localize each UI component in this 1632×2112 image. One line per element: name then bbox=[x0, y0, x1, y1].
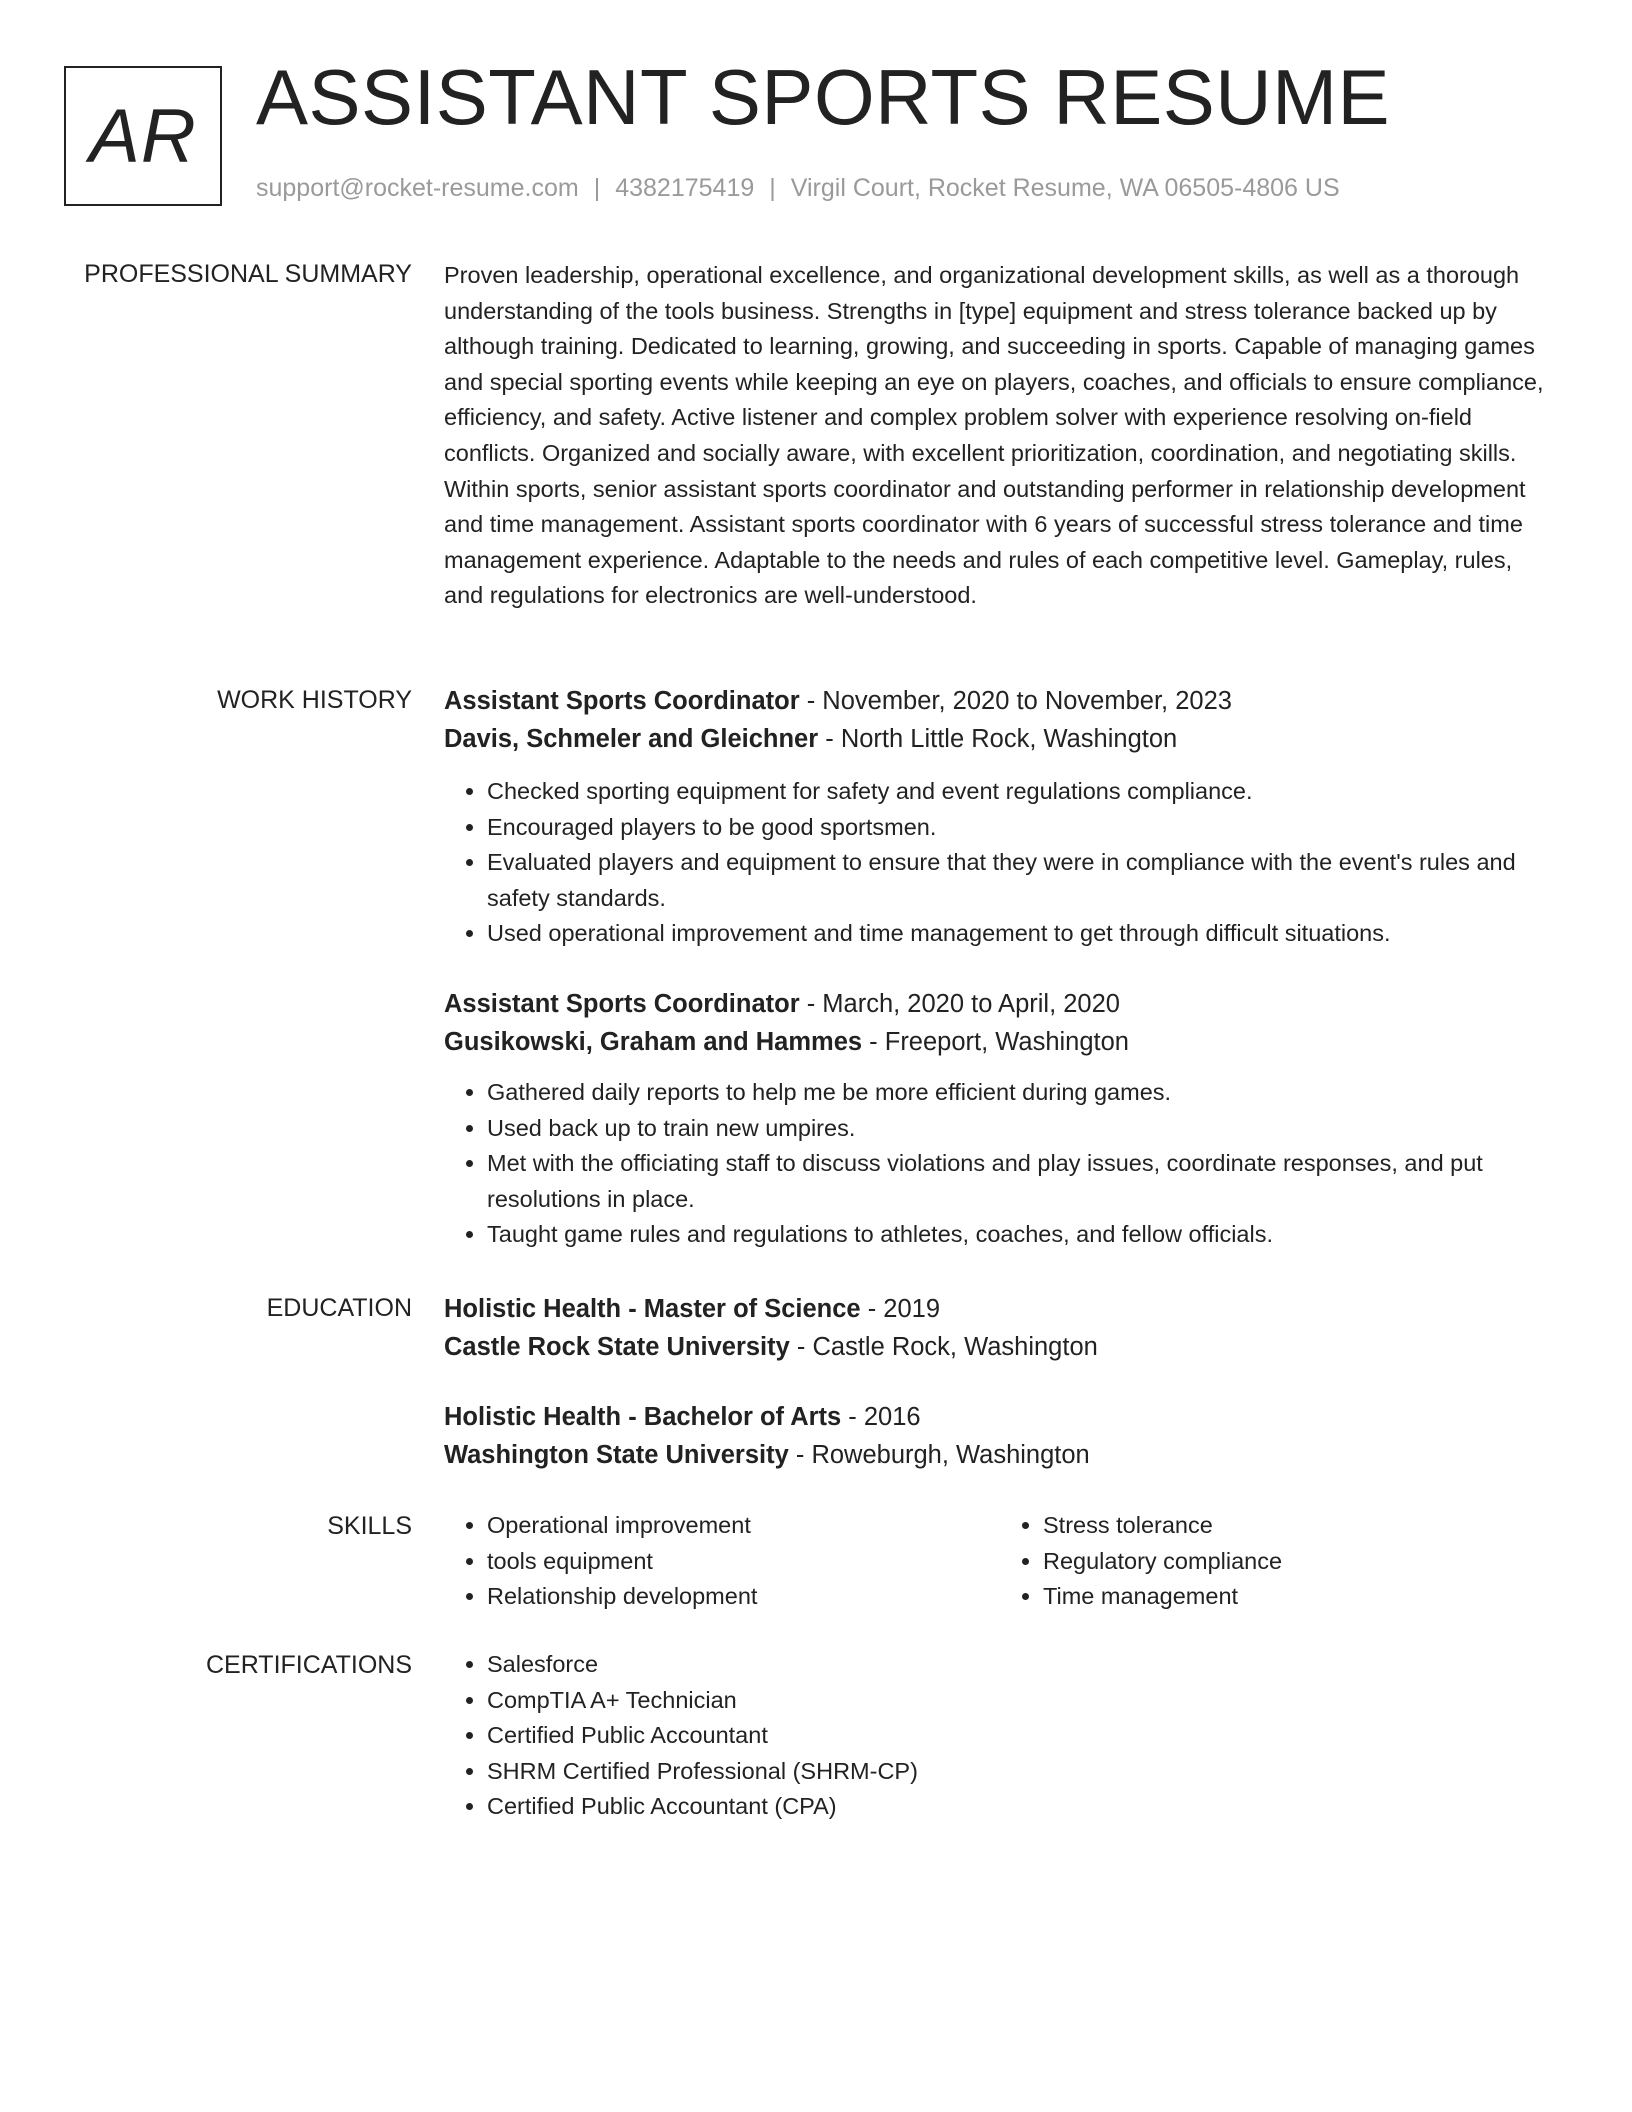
skill-item: • Time management bbox=[1043, 1579, 1556, 1615]
certification-item: • Certified Public Accountant (CPA) bbox=[487, 1789, 1556, 1825]
monogram-box bbox=[64, 66, 222, 206]
section-label-work-history: WORK HISTORY bbox=[217, 686, 412, 714]
job-bullet: • Met with the officiating staff to discuss violations and play issues, coordinate responses, and put resolutions in place. bbox=[487, 1146, 1556, 1217]
education-degree-line bbox=[444, 1290, 1556, 1328]
contact-email[interactable]: support@rocket-resume.com bbox=[256, 174, 579, 202]
section-label-certifications: CERTIFICATIONS bbox=[205, 1651, 412, 1679]
job-location: - North Little Rock, Washington bbox=[818, 725, 1178, 753]
skill-item: • Operational improvement bbox=[487, 1508, 1000, 1544]
job-bullets bbox=[444, 1075, 1556, 1253]
job-bullets bbox=[444, 774, 1556, 952]
job-dates: - March, 2020 to April, 2020 bbox=[799, 989, 1120, 1018]
section-label-education: EDUCATION bbox=[266, 1294, 412, 1322]
education-entry bbox=[444, 1398, 1556, 1474]
job-bullet: • Used operational improvement and time management to get through difficult situations. bbox=[487, 916, 1556, 952]
job-title-line bbox=[444, 682, 1556, 720]
job-company: Davis, Schmeler and Gleichner bbox=[444, 725, 819, 753]
skills-grid bbox=[444, 1508, 1556, 1615]
contact-separator: | bbox=[769, 174, 776, 202]
skill-item: • Stress tolerance bbox=[1043, 1508, 1556, 1544]
education-year: - 2016 bbox=[841, 1403, 921, 1431]
job-bullet: • Used back up to train new umpires. bbox=[487, 1111, 1556, 1147]
resume-title: ASSISTANT SPORTS RESUME bbox=[256, 53, 1391, 141]
job-title: Assistant Sports Coordinator bbox=[444, 687, 800, 715]
job-bullet: • Taught game rules and regulations to athletes, coaches, and fellow officials. bbox=[487, 1217, 1556, 1253]
skills-column-right bbox=[1000, 1508, 1556, 1615]
job-company: Gusikowski, Graham and Hammes bbox=[444, 1027, 863, 1056]
skill-item: • Relationship development bbox=[487, 1579, 1000, 1615]
summary-body bbox=[444, 258, 1556, 614]
contact-phone[interactable]: 4382175419 bbox=[615, 174, 755, 202]
job-bullet: • Encouraged players to be good sportsmen. bbox=[487, 810, 1556, 846]
certifications-body bbox=[444, 1647, 1556, 1825]
education-body bbox=[444, 1290, 1556, 1474]
job-entry bbox=[444, 985, 1556, 1253]
job-title-line bbox=[444, 985, 1556, 1023]
education-degree-line bbox=[444, 1398, 1556, 1436]
education-degree: Holistic Health - Master of Science bbox=[444, 1295, 861, 1323]
job-company-line bbox=[444, 1023, 1556, 1061]
certification-item: • Certified Public Accountant bbox=[487, 1718, 1556, 1754]
job-bullet: • Evaluated players and equipment to ensure that they were in compliance with the event's rules and safety standards. bbox=[487, 845, 1556, 916]
monogram-initials: AR bbox=[89, 93, 197, 179]
certification-item: • CompTIA A+ Technician bbox=[487, 1683, 1556, 1719]
certification-item: • Salesforce bbox=[487, 1647, 1556, 1683]
job-bullet: • Gathered daily reports to help me be more efficient during games. bbox=[487, 1075, 1556, 1111]
education-location: - Roweburgh, Washington bbox=[788, 1441, 1090, 1469]
education-school-line bbox=[444, 1436, 1556, 1474]
job-title: Assistant Sports Coordinator bbox=[444, 989, 800, 1018]
education-location: - Castle Rock, Washington bbox=[789, 1333, 1098, 1361]
education-year: - 2019 bbox=[860, 1295, 941, 1323]
section-label-skills: SKILLS bbox=[327, 1512, 412, 1540]
education-school: Washington State University bbox=[444, 1441, 789, 1469]
job-location: - Freeport, Washington bbox=[862, 1027, 1129, 1056]
summary-text: Proven leadership, operational excellence, and organizational development skills, as well as a thorough understanding of the tools business. Strengths in [type] equipment and stress tolerance backed up by although training. Dedicated to learning, growing, and succeeding in sports. Capable of managing games and special sporting events while keeping an eye on players, coaches, and officials to ensure compliance, efficiency, and safety. Active listener and complex problem solver with experience resolving on-field conflicts. Organized and socially aware, with excellent prioritization, coordination, and negotiating skills. Within sports, senior assistant sports coordinator and outstanding performer in relationship development and time management. Assistant sports coordinator with 6 years of successful stress tolerance and time management experience. Adaptable to the needs and rules of each competitive level. Gameplay, rules, and regulations for electronics are well-understood. bbox=[444, 262, 1544, 609]
skills-body bbox=[444, 1508, 1556, 1615]
education-school-line bbox=[444, 1328, 1556, 1366]
section-label-summary: PROFESSIONAL SUMMARY bbox=[84, 260, 412, 288]
work-history-body bbox=[444, 682, 1556, 1253]
education-school: Castle Rock State University bbox=[444, 1333, 790, 1361]
job-bullet: • Checked sporting equipment for safety and event regulations compliance. bbox=[487, 774, 1556, 810]
education-entry bbox=[444, 1290, 1556, 1366]
skills-column-left bbox=[444, 1508, 1000, 1615]
job-entry bbox=[444, 682, 1556, 952]
education-degree: Holistic Health - Bachelor of Arts bbox=[444, 1403, 842, 1431]
certification-item: • SHRM Certified Professional (SHRM-CP) bbox=[487, 1754, 1556, 1790]
contact-line bbox=[256, 174, 1340, 203]
contact-separator: | bbox=[593, 174, 601, 202]
skill-item: • tools equipment bbox=[487, 1544, 1000, 1580]
job-company-line bbox=[444, 720, 1556, 758]
contact-address: Virgil Court, Rocket Resume, WA 06505-4806 US bbox=[790, 174, 1340, 202]
job-dates: - November, 2020 to November, 2023 bbox=[799, 687, 1232, 715]
certifications-list bbox=[444, 1647, 1556, 1825]
skill-item: • Regulatory compliance bbox=[1043, 1544, 1556, 1580]
